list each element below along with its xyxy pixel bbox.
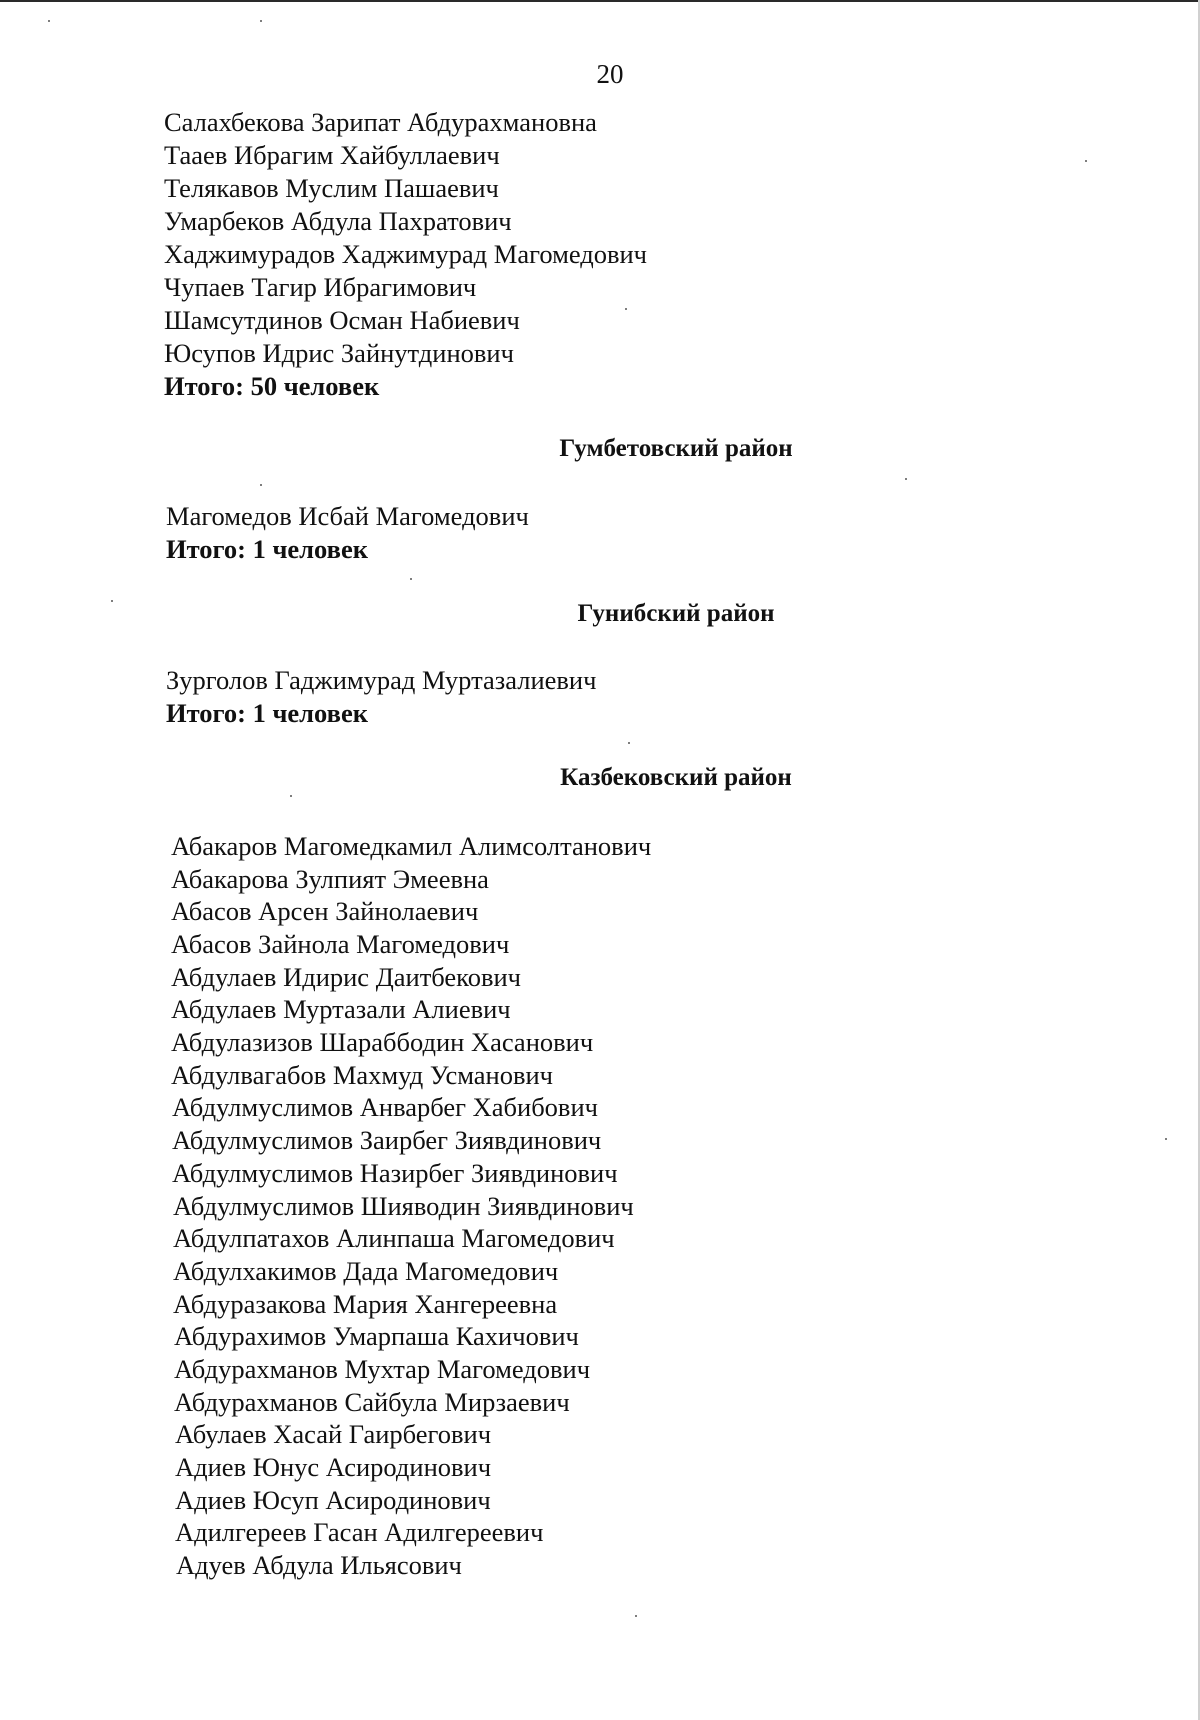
scan-speck bbox=[635, 1615, 637, 1617]
list-item: Хаджимурадов Хаджимурад Магомедович bbox=[164, 239, 648, 269]
list-item: Абдулмуслимов Назирбег Зиявдинович bbox=[172, 1158, 618, 1188]
total-line: Итого: 50 человек bbox=[164, 371, 380, 401]
scan-speck bbox=[410, 578, 412, 580]
list-item: Абдулазизов Шараббодин Хасанович bbox=[171, 1027, 594, 1057]
scan-speck bbox=[628, 742, 630, 744]
section-heading: Казбековский район bbox=[560, 764, 792, 791]
scan-speck bbox=[625, 308, 627, 310]
scan-edge-top bbox=[0, 0, 1200, 2]
scan-speck bbox=[290, 795, 292, 797]
list-item: Абдулвагабов Махмуд Усманович bbox=[171, 1060, 554, 1090]
list-item: Умарбеков Абдула Пахратович bbox=[164, 206, 512, 236]
page-number: 20 bbox=[596, 59, 624, 89]
list-item: Шамсутдинов Осман Набиевич bbox=[164, 305, 520, 335]
list-item: Адуев Абдула Ильясович bbox=[176, 1550, 462, 1580]
list-item: Абдулаев Идирис Даитбекович bbox=[171, 962, 521, 992]
total-line: Итого: 1 человек bbox=[166, 698, 368, 728]
scan-speck bbox=[260, 20, 262, 22]
list-item: Абдурахимов Умарпаша Кахичович bbox=[174, 1321, 579, 1351]
list-item: Абдулхакимов Дада Магомедович bbox=[173, 1256, 559, 1286]
list-item: Абасов Арсен Зайнолаевич bbox=[171, 896, 479, 926]
list-item: Абдулпатахов Алинпаша Магомедович bbox=[173, 1223, 615, 1253]
total-line: Итого: 1 человек bbox=[166, 534, 368, 564]
list-item: Абдулмуслимов Анварбег Хабибович bbox=[172, 1092, 598, 1122]
list-item: Чупаев Тагир Ибрагимович bbox=[164, 272, 477, 302]
list-item: Абдулмуслимов Заирбег Зиявдинович bbox=[172, 1125, 602, 1155]
scan-speck bbox=[48, 20, 50, 22]
list-item: Абдулмуслимов Шияводин Зиявдинович bbox=[173, 1191, 634, 1221]
list-item: Абакарова Зулпият Эмеевна bbox=[171, 864, 489, 894]
list-item: Магомедов Исбай Магомедович bbox=[166, 501, 529, 531]
section-heading: Гумбетовский район bbox=[559, 435, 793, 462]
list-item: Салахбекова Зарипат Абдурахмановна bbox=[164, 107, 597, 137]
section-heading: Гунибский район bbox=[577, 600, 775, 627]
list-item: Абдурахманов Мухтар Магомедович bbox=[174, 1354, 591, 1384]
list-item: Зурголов Гаджимурад Муртазалиевич bbox=[166, 665, 597, 695]
list-item: Абакаров Магомедкамил Алимсолтанович bbox=[171, 831, 652, 861]
scan-speck bbox=[1085, 160, 1087, 162]
scan-speck bbox=[1165, 1138, 1167, 1140]
scan-speck bbox=[111, 600, 113, 602]
list-item: Телякавов Муслим Пашаевич bbox=[164, 173, 499, 203]
list-item: Абдурахманов Сайбула Мирзаевич bbox=[174, 1387, 570, 1417]
list-item: Абдуразакова Мария Хангереевна bbox=[173, 1289, 558, 1319]
list-item: Адилгереев Гасан Адилгереевич bbox=[175, 1517, 544, 1547]
list-item: Тааев Ибрагим Хайбуллаевич bbox=[164, 140, 500, 170]
list-item: Адиев Юнус Асиродинович bbox=[175, 1452, 492, 1482]
list-item: Юсупов Идрис Зайнутдинович bbox=[164, 338, 514, 368]
scan-speck bbox=[260, 484, 262, 486]
list-item: Абасов Зайнола Магомедович bbox=[171, 929, 510, 959]
list-item: Абдулаев Муртазали Алиевич bbox=[171, 994, 511, 1024]
list-item: Адиев Юсуп Асиродинович bbox=[175, 1485, 491, 1515]
list-item: Абулаев Хасай Гаирбегович bbox=[175, 1419, 492, 1449]
scan-speck bbox=[905, 478, 907, 480]
